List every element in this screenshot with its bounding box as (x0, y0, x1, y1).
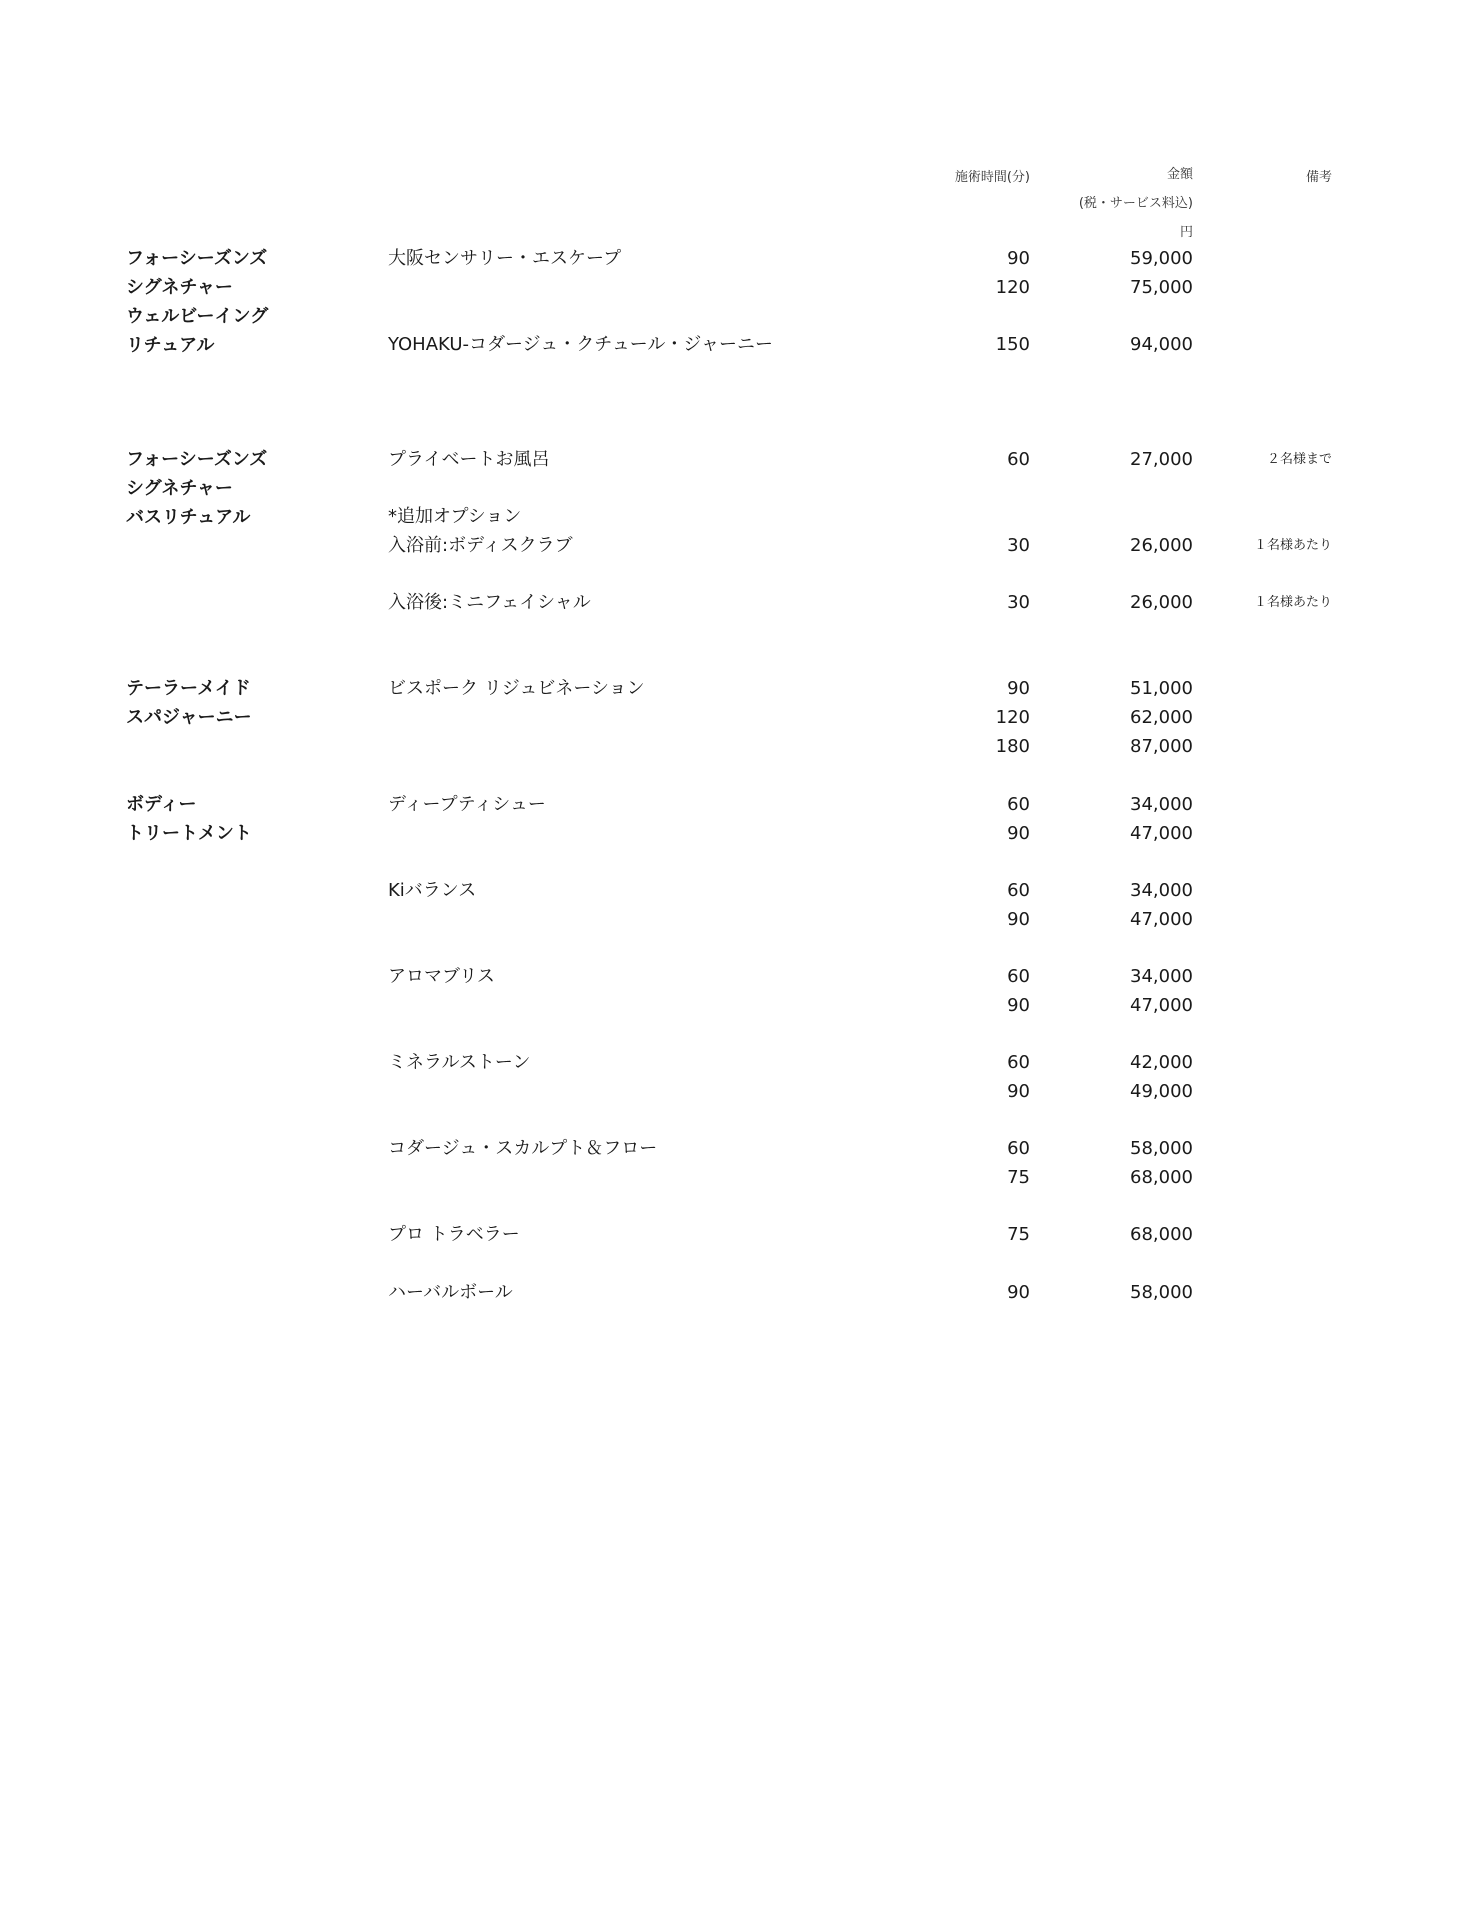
option-heading-row (0, 502, 1480, 531)
section-title-line: ボディー (126, 794, 197, 815)
section-title-line: シグネチャー (126, 277, 233, 298)
treatment-name: YOHAKU-コダージュ・クチュール・ジャーニー (388, 334, 774, 355)
price-column-header: 金額 (1166, 167, 1193, 182)
duration-value: 120 (995, 277, 1030, 298)
price-value: 58,000 (1130, 1138, 1193, 1159)
price-value: 47,000 (1130, 909, 1193, 930)
price-row (0, 330, 1480, 359)
treatment-name: 大阪センサリー・エスケープ (388, 248, 622, 269)
price-value: 59,000 (1130, 248, 1193, 269)
section-title-line: ウェルビーイング (126, 306, 269, 327)
duration-value: 60 (1007, 449, 1030, 470)
duration-value: 30 (1007, 592, 1030, 613)
treatment-name: 入浴後:ミニフェイシャル (388, 592, 591, 613)
price-row (0, 905, 1480, 934)
duration-value: 90 (1007, 1282, 1030, 1303)
price-row (0, 674, 1480, 703)
note-value: １名様あたり (1253, 595, 1332, 610)
duration-value: 120 (995, 707, 1030, 728)
price-value: 68,000 (1130, 1167, 1193, 1188)
section-title-line: テーラーメイド (126, 678, 251, 699)
price-value: 26,000 (1130, 535, 1193, 556)
price-value: 68,000 (1130, 1224, 1193, 1245)
duration-value: 60 (1007, 880, 1030, 901)
treatment-name: ハーバルボール (388, 1282, 513, 1303)
price-row (0, 876, 1480, 905)
duration-value: 90 (1007, 909, 1030, 930)
price-row (0, 1134, 1480, 1163)
treatment-name: ミネラルストーン (388, 1052, 531, 1073)
price-row (0, 1278, 1480, 1307)
section-title-line: シグネチャー (126, 478, 233, 499)
price-value: 34,000 (1130, 966, 1193, 987)
duration-value: 60 (1007, 1052, 1030, 1073)
duration-value: 180 (995, 736, 1030, 757)
price-row (0, 1048, 1480, 1077)
price-row (0, 991, 1480, 1020)
price-value: 49,000 (1130, 1081, 1193, 1102)
price-row (0, 962, 1480, 991)
price-row (0, 1077, 1480, 1106)
treatment-name: アロマブリス (388, 966, 495, 987)
treatment-name: ディープティシュー (388, 794, 546, 815)
section-title-line: スパジャーニー (126, 707, 252, 728)
price-row (0, 588, 1480, 617)
price-value: 34,000 (1130, 880, 1193, 901)
duration-value: 75 (1007, 1224, 1030, 1245)
duration-value: 150 (995, 334, 1030, 355)
duration-value: 90 (1007, 823, 1030, 844)
treatment-name: Kiバランス (388, 880, 477, 901)
price-value: 34,000 (1130, 794, 1193, 815)
section-title-line: トリートメント (126, 823, 252, 844)
option-heading: *追加オプション (388, 506, 522, 527)
price-value: 26,000 (1130, 592, 1193, 613)
price-row (0, 1163, 1480, 1192)
price-row (0, 273, 1480, 302)
price-column-subheader: (税・サービス料込) (1078, 196, 1193, 211)
price-value: 62,000 (1130, 707, 1193, 728)
price-value: 94,000 (1130, 334, 1193, 355)
price-value: 42,000 (1130, 1052, 1193, 1073)
price-value: 87,000 (1130, 736, 1193, 757)
duration-value: 75 (1007, 1167, 1030, 1188)
duration-value: 90 (1007, 1081, 1030, 1102)
duration-value: 90 (1007, 248, 1030, 269)
duration-value: 90 (1007, 678, 1030, 699)
price-value: 51,000 (1130, 678, 1193, 699)
price-row (0, 732, 1480, 761)
price-value: 47,000 (1130, 995, 1193, 1016)
treatment-name: プライベートお風呂 (388, 449, 550, 470)
section-title-line: フォーシーズンズ (126, 449, 268, 470)
section-title-line: フォーシーズンズ (126, 248, 268, 269)
treatment-name: コダージュ・スカルプト＆フロー (388, 1138, 658, 1159)
duration-value: 60 (1007, 1138, 1030, 1159)
treatment-name: プロ トラベラー (388, 1224, 520, 1245)
section-title-line: リチュアル (126, 335, 215, 356)
price-value: 47,000 (1130, 823, 1193, 844)
duration-value: 90 (1007, 995, 1030, 1016)
duration-value: 30 (1007, 535, 1030, 556)
duration-value: 60 (1007, 966, 1030, 987)
note-value: １名様あたり (1253, 538, 1332, 553)
duration-value: 60 (1007, 794, 1030, 815)
price-value: 27,000 (1130, 449, 1193, 470)
note-value: ２名様まで (1266, 452, 1332, 467)
treatment-name: ビスポーク リジュビネーション (388, 678, 645, 699)
price-row (0, 1220, 1480, 1249)
price-row (0, 703, 1480, 732)
notes-column-header: 備考 (1305, 170, 1332, 185)
price-row (0, 819, 1480, 848)
price-row (0, 244, 1480, 273)
price-value: 75,000 (1130, 277, 1193, 298)
price-value: 58,000 (1130, 1282, 1193, 1303)
duration-column-header: 施術時間(分) (954, 170, 1030, 185)
treatment-name: 入浴前:ボディスクラブ (388, 535, 573, 556)
price-row (0, 445, 1480, 474)
section-title-line: バスリチュアル (126, 507, 251, 528)
price-unit-label: 円 (1179, 225, 1193, 240)
price-row (0, 790, 1480, 819)
price-row (0, 531, 1480, 560)
